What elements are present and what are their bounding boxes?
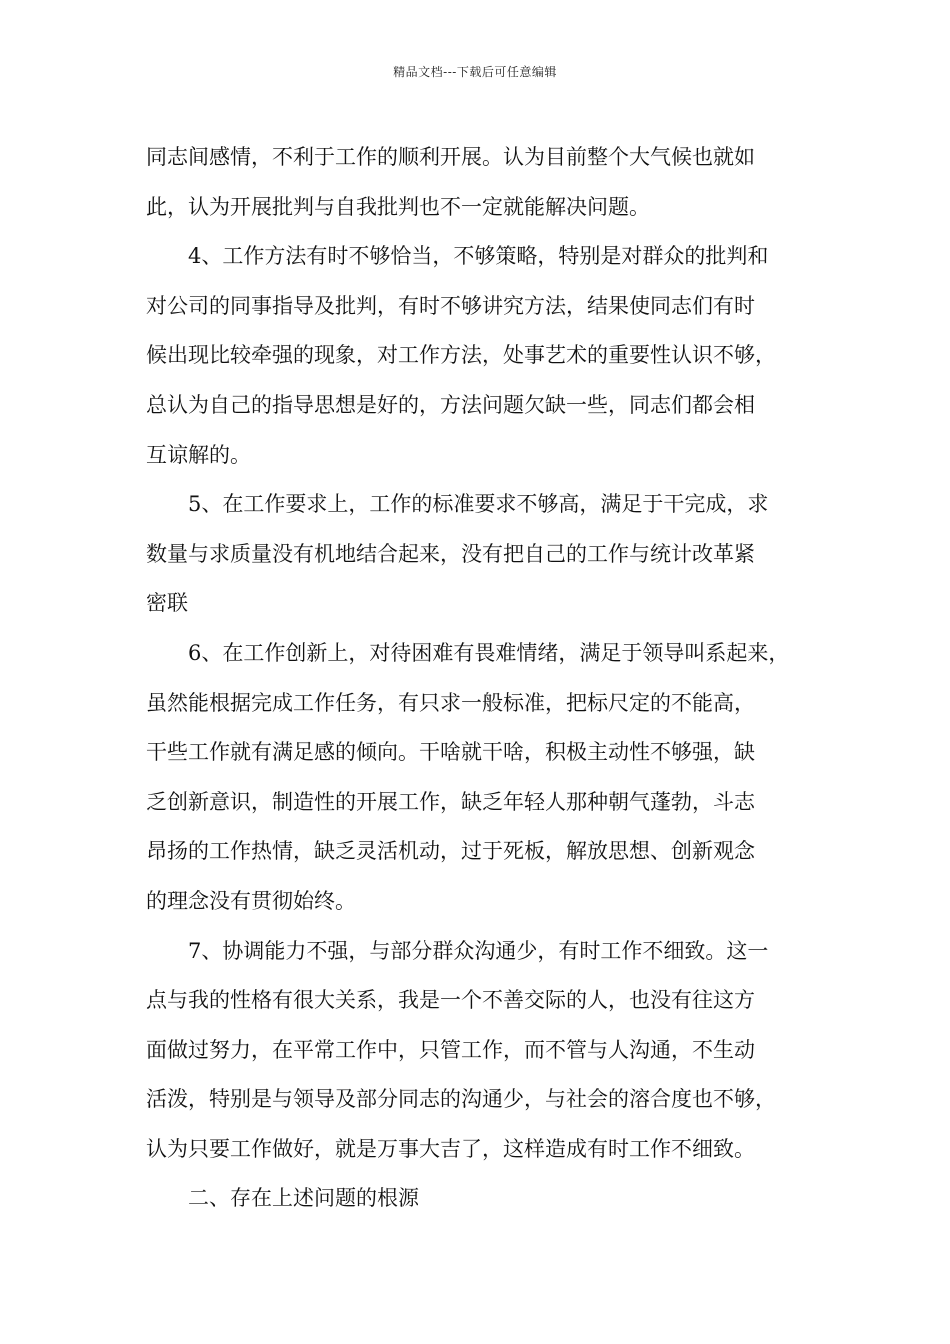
page-header: 精品文档---下载后可任意编辑: [393, 65, 557, 79]
text-line: 6、在工作创新上，对待困难有畏难情绪，满足于领导叫系起来，: [188, 640, 790, 665]
text-line: 密联: [146, 591, 188, 616]
text-line: 数量与求质量没有机地结合起来，没有把自己的工作与统计改革紧: [146, 541, 755, 566]
text-line: 互谅解的。: [146, 442, 251, 467]
document-body: [146, 133, 816, 1224]
text-line: 4、工作方法有时不够恰当，不够策略，特别是对群众的批判和: [188, 244, 769, 269]
text-line: 活泼，特别是与领导及部分同志的沟通少，与社会的溶合度也不够，: [146, 1087, 776, 1112]
text-line: 此，认为开展批判与自我批判也不一定就能解决问题。: [146, 194, 650, 219]
section-heading: 二、存在上述问题的根源: [188, 1186, 419, 1211]
text-line: 昂扬的工作热情，缺乏灵活机动，过于死板，解放思想、创新观念: [146, 839, 755, 864]
text-line: 同志间感情，不利于工作的顺利开展。认为目前整个大气候也就如: [146, 145, 755, 169]
text-line: 总认为自己的指导思想是好的，方法问题欠缺一些，同志们都会相: [146, 392, 755, 417]
text-line: 7、协调能力不强，与部分群众沟通少，有时工作不细致。这一: [188, 938, 769, 963]
text-line: 候出现比较牵强的现象，对工作方法，处事艺术的重要性认识不够，: [146, 343, 776, 368]
text-line: 乏创新意识，制造性的开展工作，缺乏年轻人那种朝气蓬勃，斗志: [146, 789, 755, 814]
text-line: 对公司的同事指导及批判，有时不够讲究方法，结果使同志们有时: [146, 293, 755, 318]
text-line: 干些工作就有满足感的倾向。干啥就干啥，积极主动性不够强，缺: [146, 740, 755, 765]
text-line: 点与我的性格有很大关系，我是一个不善交际的人，也没有往这方: [146, 988, 755, 1013]
text-line: 5、在工作要求上，工作的标准要求不够高，满足于干完成，求: [188, 492, 769, 517]
text-line: 的理念没有贯彻始终。: [146, 888, 356, 913]
text-line: 虽然能根据完成工作任务，有只求一般标准，把标尺定的不能高，: [146, 690, 755, 715]
text-line: 认为只要工作做好，就是万事大吉了，这样造成有时工作不细致。: [146, 1136, 755, 1161]
text-line: 面做过努力，在平常工作中，只管工作，而不管与人沟通，不生动: [146, 1037, 755, 1062]
